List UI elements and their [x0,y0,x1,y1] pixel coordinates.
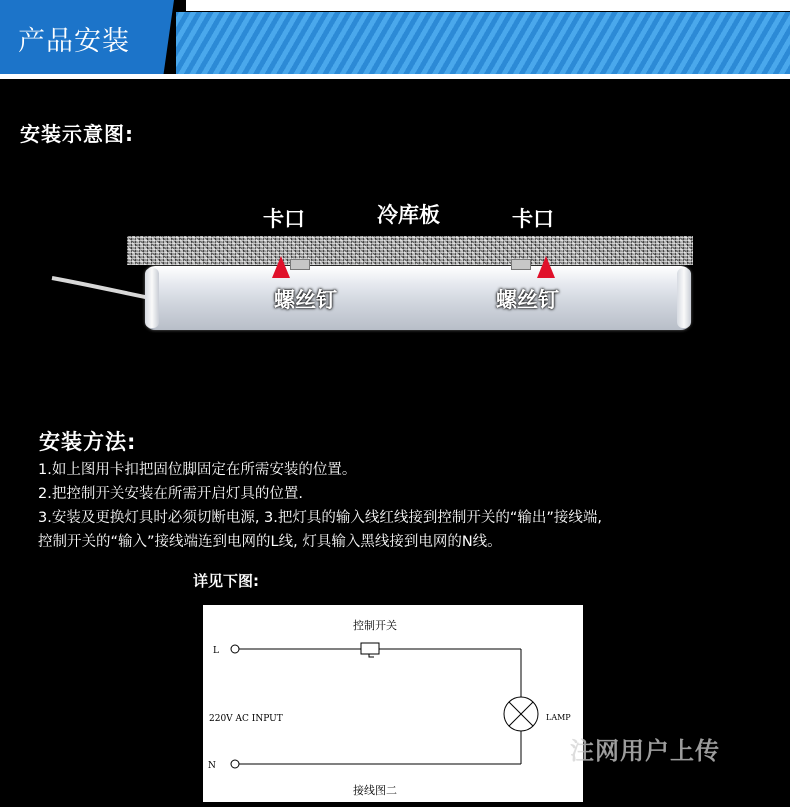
method-step: 2.把控制开关安装在所需开启灯具的位置. [38,486,303,502]
label-clip-left: 卡口 [263,207,305,231]
wire-l-label: L [213,646,219,656]
detail-label: 详见下图: [193,572,259,590]
method-step: 1.如上图用卡扣把固位脚固定在所需安装的位置。 [38,462,357,478]
header-top-bar [186,0,790,11]
wire-n-label: N [208,761,216,771]
cold-storage-board [127,236,693,265]
mounting-clip-right [511,259,531,270]
arrow-up-icon [537,256,555,278]
wiring-caption: 接线图二 [353,784,397,797]
method-section-title: 安装方法: [39,430,137,454]
switch-label: 控制开关 [353,619,397,632]
mounting-clip-left [290,259,310,270]
label-cold-storage-board: 冷库板 [377,203,440,227]
lamp-cable [0,0,160,320]
method-step: 3.安装及更换灯具时必须切断电源, 3.把灯具的输入线红线接到控制开关的“输出”接线端, [38,510,603,526]
label-screw-right: 螺丝钉 [496,288,559,312]
wiring-diagram [203,605,583,802]
page-title: 产品安装 [18,26,130,57]
led-tube-lamp [145,266,691,330]
method-steps [38,458,602,554]
watermark: 注网用户上传 [570,737,720,765]
lamp-label: LAMP [546,713,571,722]
arrow-up-icon [272,256,290,278]
lamp-end-cap-left [145,268,159,328]
lamp-end-cap-right [677,268,691,328]
label-clip-right: 卡口 [512,207,554,231]
wiring-schematic [203,605,583,802]
header-stripe-pattern [176,12,790,74]
method-step: 控制开关的“输入”接线端连到电网的L线, 灯具输入黑线接到电网的N线。 [38,534,502,550]
diagram-section-title: 安装示意图: [20,122,134,146]
label-screw-left: 螺丝钉 [274,288,337,312]
input-voltage-label: 220V AC INPUT [209,714,283,724]
